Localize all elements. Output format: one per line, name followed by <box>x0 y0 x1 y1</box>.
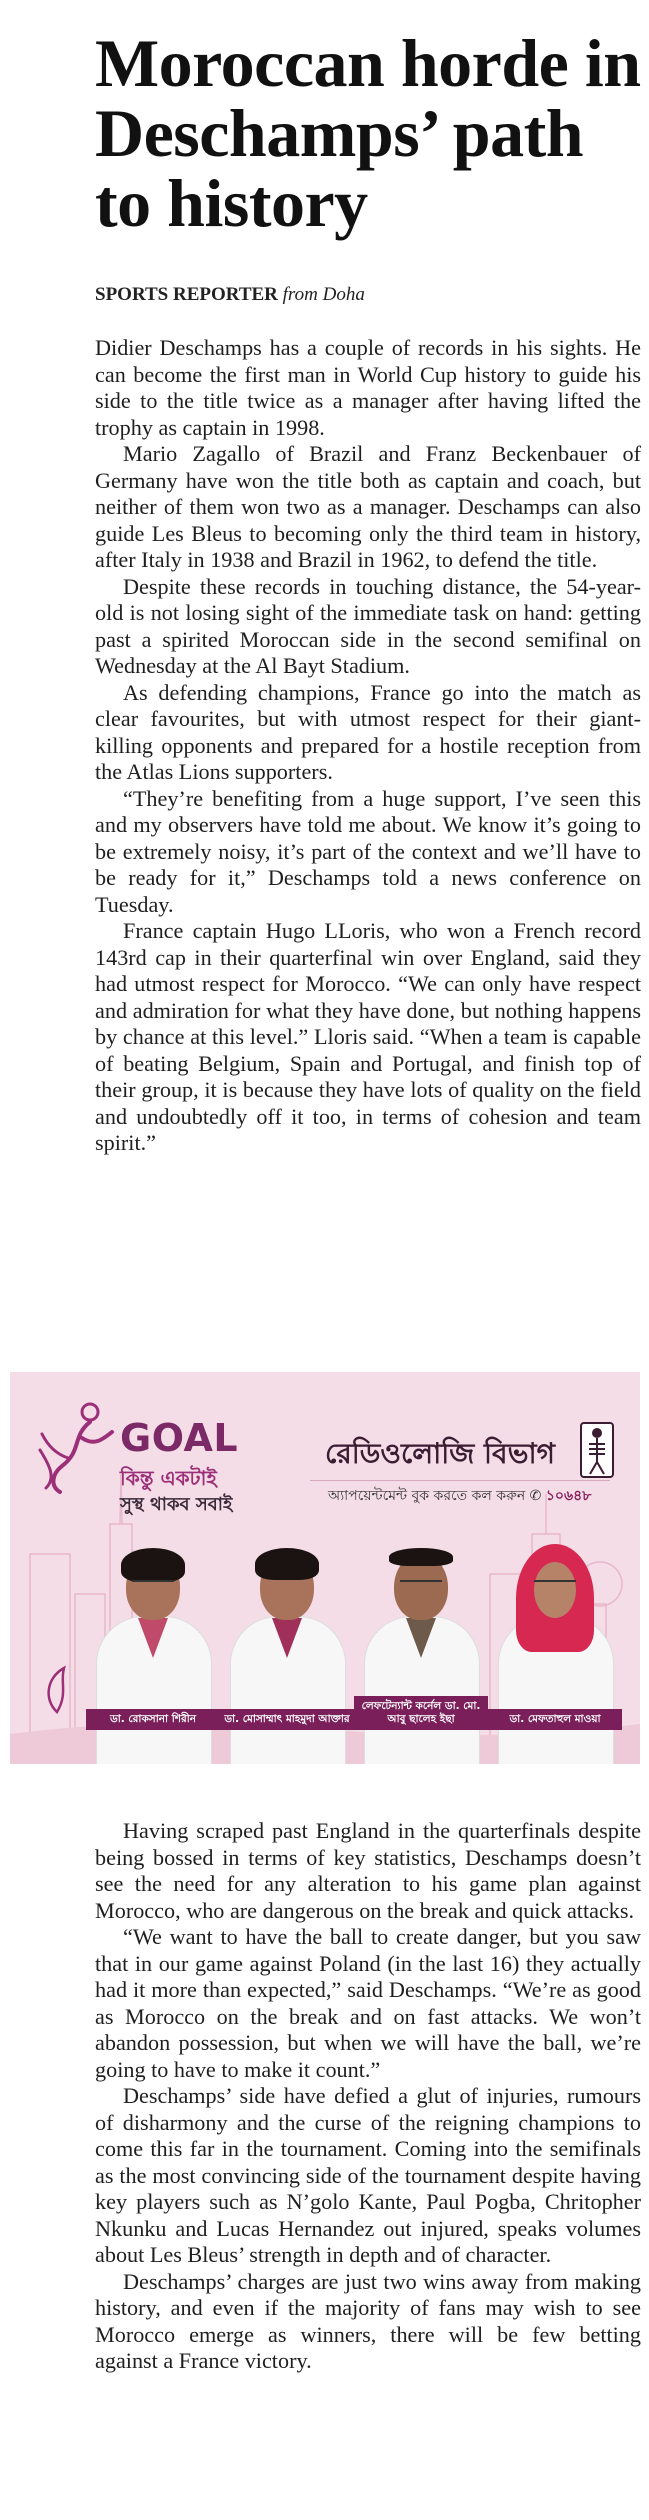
paragraph: Deschamps’ charges are just two wins away from making history, and even if the majority of fans may wish to see Morocco emerge as winners, there will be few betting against a France victory. <box>95 2268 641 2373</box>
ad-brand: GOAL <box>120 1416 239 1460</box>
paragraph: Having scraped past England in the quarterfinals despite being bossed in terms of key statistics, Deschamps doesn’t see the need for any alteration to his game plan against Morocco, who are dangerous on the break and quick attacks. <box>95 1818 641 1923</box>
article-body-top <box>95 335 641 1157</box>
ad-tagline-1: কিন্তু একটাই <box>120 1466 217 1490</box>
doctor-name: লেফটেন্যান্ট কর্নেল ডা. মো. আবু ছালেহ ইছা <box>354 1696 488 1730</box>
ad-call-text: অ্যাপয়েন্টমেন্ট বুক করতে কল করুন <box>328 1488 526 1504</box>
byline <box>95 284 365 306</box>
advertisement-banner[interactable] <box>10 1372 640 1764</box>
paragraph: Mario Zagallo of Brazil and Franz Beckenbauer of Germany have won the title both as captain and coach, but neither of them won two as a manager. Deschamps can also guide Les Bleus to becoming only the third team in history, after Italy in 1938 and Brazil in 1962, to defend the title. <box>95 441 641 572</box>
leaf-icon <box>40 1664 74 1714</box>
paragraph: Didier Deschamps has a couple of records in his sights. He can become the first man in World Cup history to guide his side to the title twice as a manager after having lifted the trophy as captain in 1998. <box>95 335 641 440</box>
byline-role: SPORTS REPORTER <box>95 284 278 305</box>
ad-call-number[interactable]: ১০৬৪৮ <box>545 1488 592 1504</box>
doctor-name: ডা. মেফতাহুল মাওয়া <box>488 1709 622 1730</box>
doctor-card <box>356 1554 486 1764</box>
ad-department: রেডিওলোজি বিভাগ <box>325 1437 555 1470</box>
goal-player-logo-icon <box>32 1396 122 1496</box>
ad-divider <box>310 1480 610 1481</box>
xray-skeleton-icon <box>580 1422 614 1478</box>
doctor-card <box>88 1554 218 1764</box>
phone-icon: ✆ <box>529 1488 542 1504</box>
doctor-card <box>490 1554 620 1764</box>
paragraph: “They’re benefiting from a huge support, I’ve seen this and my observers have told me about. We know it’s going to be extremely noisy, it’s part of the context and we’ll have to be ready for it,” Deschamps told a news conference on Tuesday. <box>95 785 641 917</box>
headline: Moroccan horde in Deschamps’ path to history <box>95 25 641 241</box>
paragraph: “We want to have the ball to create danger, but you saw that in our game against Poland (in the last 16) they actually had it more than expected,” said Deschamps. “We’re as good as Morocco on the break and on fast attacks. We won’t abandon possession, but when we will have the ball, we’re going to have to make it count.” <box>95 1924 641 2082</box>
doctor-name: ডা. রোকসানা শিরীন <box>86 1709 220 1730</box>
paragraph: Deschamps’ side have defied a glut of injuries, rumours of disharmony and the curse of the reigning champions to come this far in the tournament. Coming into the semifinals as the most convincing side of the tournament despite having key players such as N’golo Kante, Paul Pogba, Chritopher Nkunku and Lucas Hernandez out injured, speaks volumes about Les Bleus’ strength in depth and of character. <box>95 2083 641 2267</box>
article-body-bottom <box>95 1818 641 2375</box>
ad-tagline-2: সুস্থ থাকব সবাই <box>120 1494 233 1515</box>
byline-location: from Doha <box>282 284 365 305</box>
paragraph: Despite these records in touching distance, the 54-year-old is not losing sight of the immediate task on hand: getting past a spirited Moroccan side in the second semifinal on Wednesday at the Al Bayt Stadium. <box>95 573 641 678</box>
doctor-card <box>222 1554 352 1764</box>
doctor-name: ডা. মোসাম্মাৎ মাহমুদা আক্তার <box>220 1709 354 1730</box>
paragraph: France captain Hugo LLoris, who won a French record 143rd cap in their quarterfinal win over England, said they had utmost respect for Morocco. “We can only have respect and admiration for what they have done, but nothing happens by chance at this level.” Lloris said. “When a team is capable of beating Belgium, Spain and Portugal, and finish top of their group, it is because they have lots of quality on the field and undoubtedly off it too, in terms of cohesion and team spirit.” <box>95 918 641 1155</box>
paragraph: As defending champions, France go into the match as clear favourites, but with utmost respect for their giant-killing opponents and prepared for a hostile reception from the Atlas Lions supporters. <box>95 679 641 784</box>
ad-call-line <box>328 1484 591 1508</box>
